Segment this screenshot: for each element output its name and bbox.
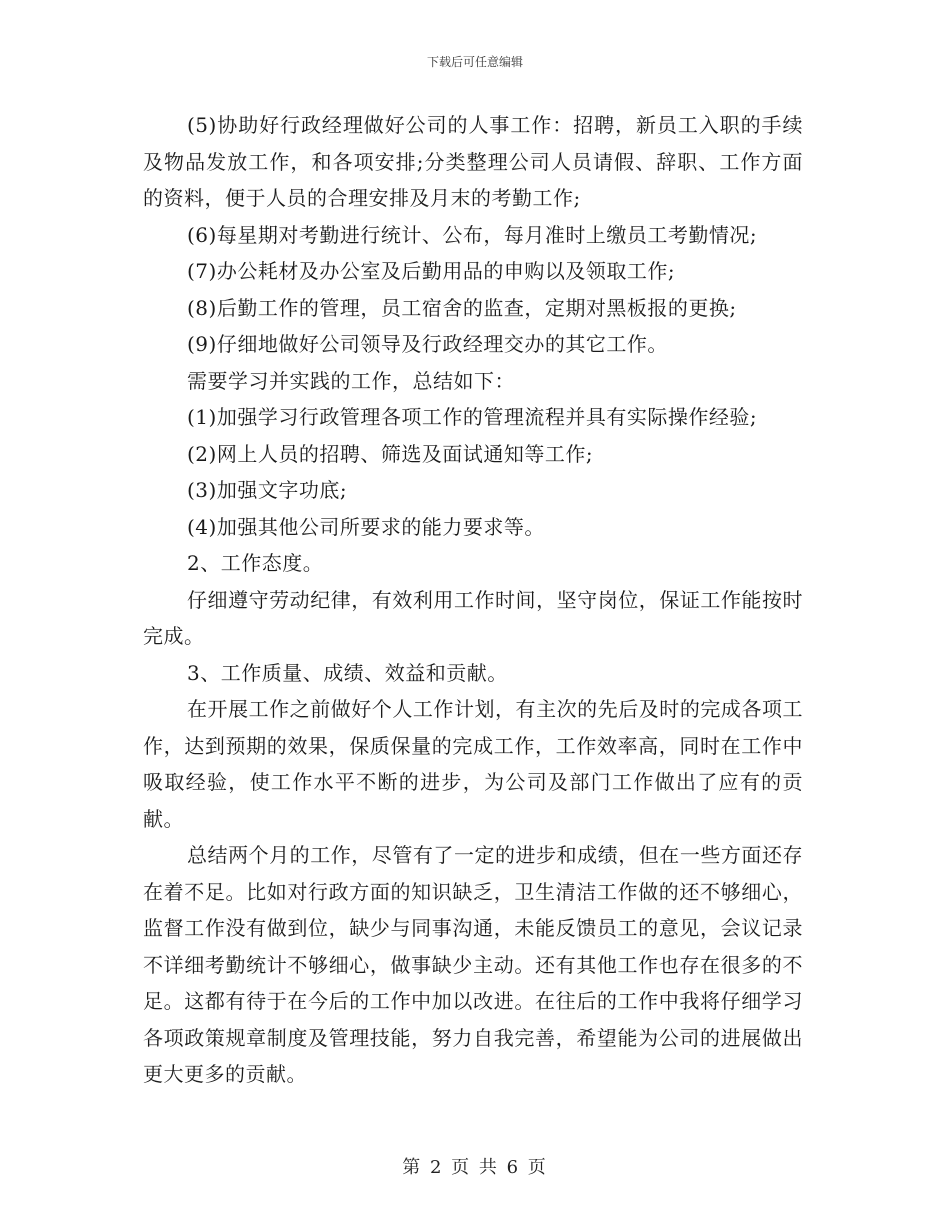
paragraph-study-2: (2)网上人员的招聘、筛选及面试通知等工作; bbox=[187, 441, 594, 466]
paragraph-item-5: (5)协助好行政经理做好公司的人事工作：招聘，新员工入职的手续及物品发放工作，和各项安排;分类整理公司人员请假、辞职、工作方面的资料，便于人员的合理安排及月末的考勤工作; bbox=[143, 113, 803, 210]
paragraph-study-1: (1)加强学习行政管理各项工作的管理流程并具有实际操作经验; bbox=[187, 405, 758, 429]
document-body bbox=[143, 107, 803, 1093]
paragraph-quality: 在开展工作之前做好个人工作计划，有主次的先后及时的完成各项工作，达到预期的效果，保质保量的完成工作，工作效率高，同时在工作中吸取经验，使工作水平不断的进步，为公司及部门工作做出了应有的贡献。 bbox=[143, 697, 803, 831]
section-heading-attitude: 2、工作态度。 bbox=[187, 551, 324, 575]
paragraph-item-7: (7)办公耗材及办公室及后勤用品的申购以及领取工作; bbox=[187, 259, 676, 283]
paragraph-item-9: (9)仔细地做好公司领导及行政经理交办的其它工作。 bbox=[187, 332, 668, 356]
paragraph-study-3: (3)加强文字功底; bbox=[187, 478, 348, 502]
page-number-indicator: 第 2 页 共 6 页 bbox=[402, 1157, 548, 1178]
paragraph-study-intro: 需要学习并实践的工作，总结如下： bbox=[187, 368, 515, 393]
section-heading-quality: 3、工作质量、成绩、效益和贡献。 bbox=[187, 660, 508, 685]
page-header-note: 下载后可任意编辑 bbox=[426, 55, 523, 69]
paragraph-item-8: (8)后勤工作的管理，员工宿舍的监查，定期对黑板报的更换; bbox=[187, 295, 737, 320]
paragraph-attitude: 仔细遵守劳动纪律，有效利用工作时间，坚守岗位，保证工作能按时完成。 bbox=[143, 587, 803, 648]
paragraph-summary: 总结两个月的工作，尽管有了一定的进步和成绩，但在一些方面还存在着不足。比如对行政方面的知识缺乏，卫生清洁工作做的还不够细心，监督工作没有做到位，缺少与同事沟通，未能反馈员工的意见，会议记录不详细考勤统计不够细心，做事缺少主动。还有其他工作也存在很多的不足。这都有待于在今后的工作中加以改进。在往后的工作中我将仔细学习各项政策规章制度及管理技能，努力自我完善，希望能为公司的进展做出更大更多的贡献。 bbox=[143, 843, 803, 1086]
paragraph-item-6: (6)每星期对考勤进行统计、公布，每月准时上缴员工考勤情况; bbox=[187, 222, 758, 247]
paragraph-study-4: (4)加强其他公司所要求的能力要求等。 bbox=[187, 514, 545, 539]
